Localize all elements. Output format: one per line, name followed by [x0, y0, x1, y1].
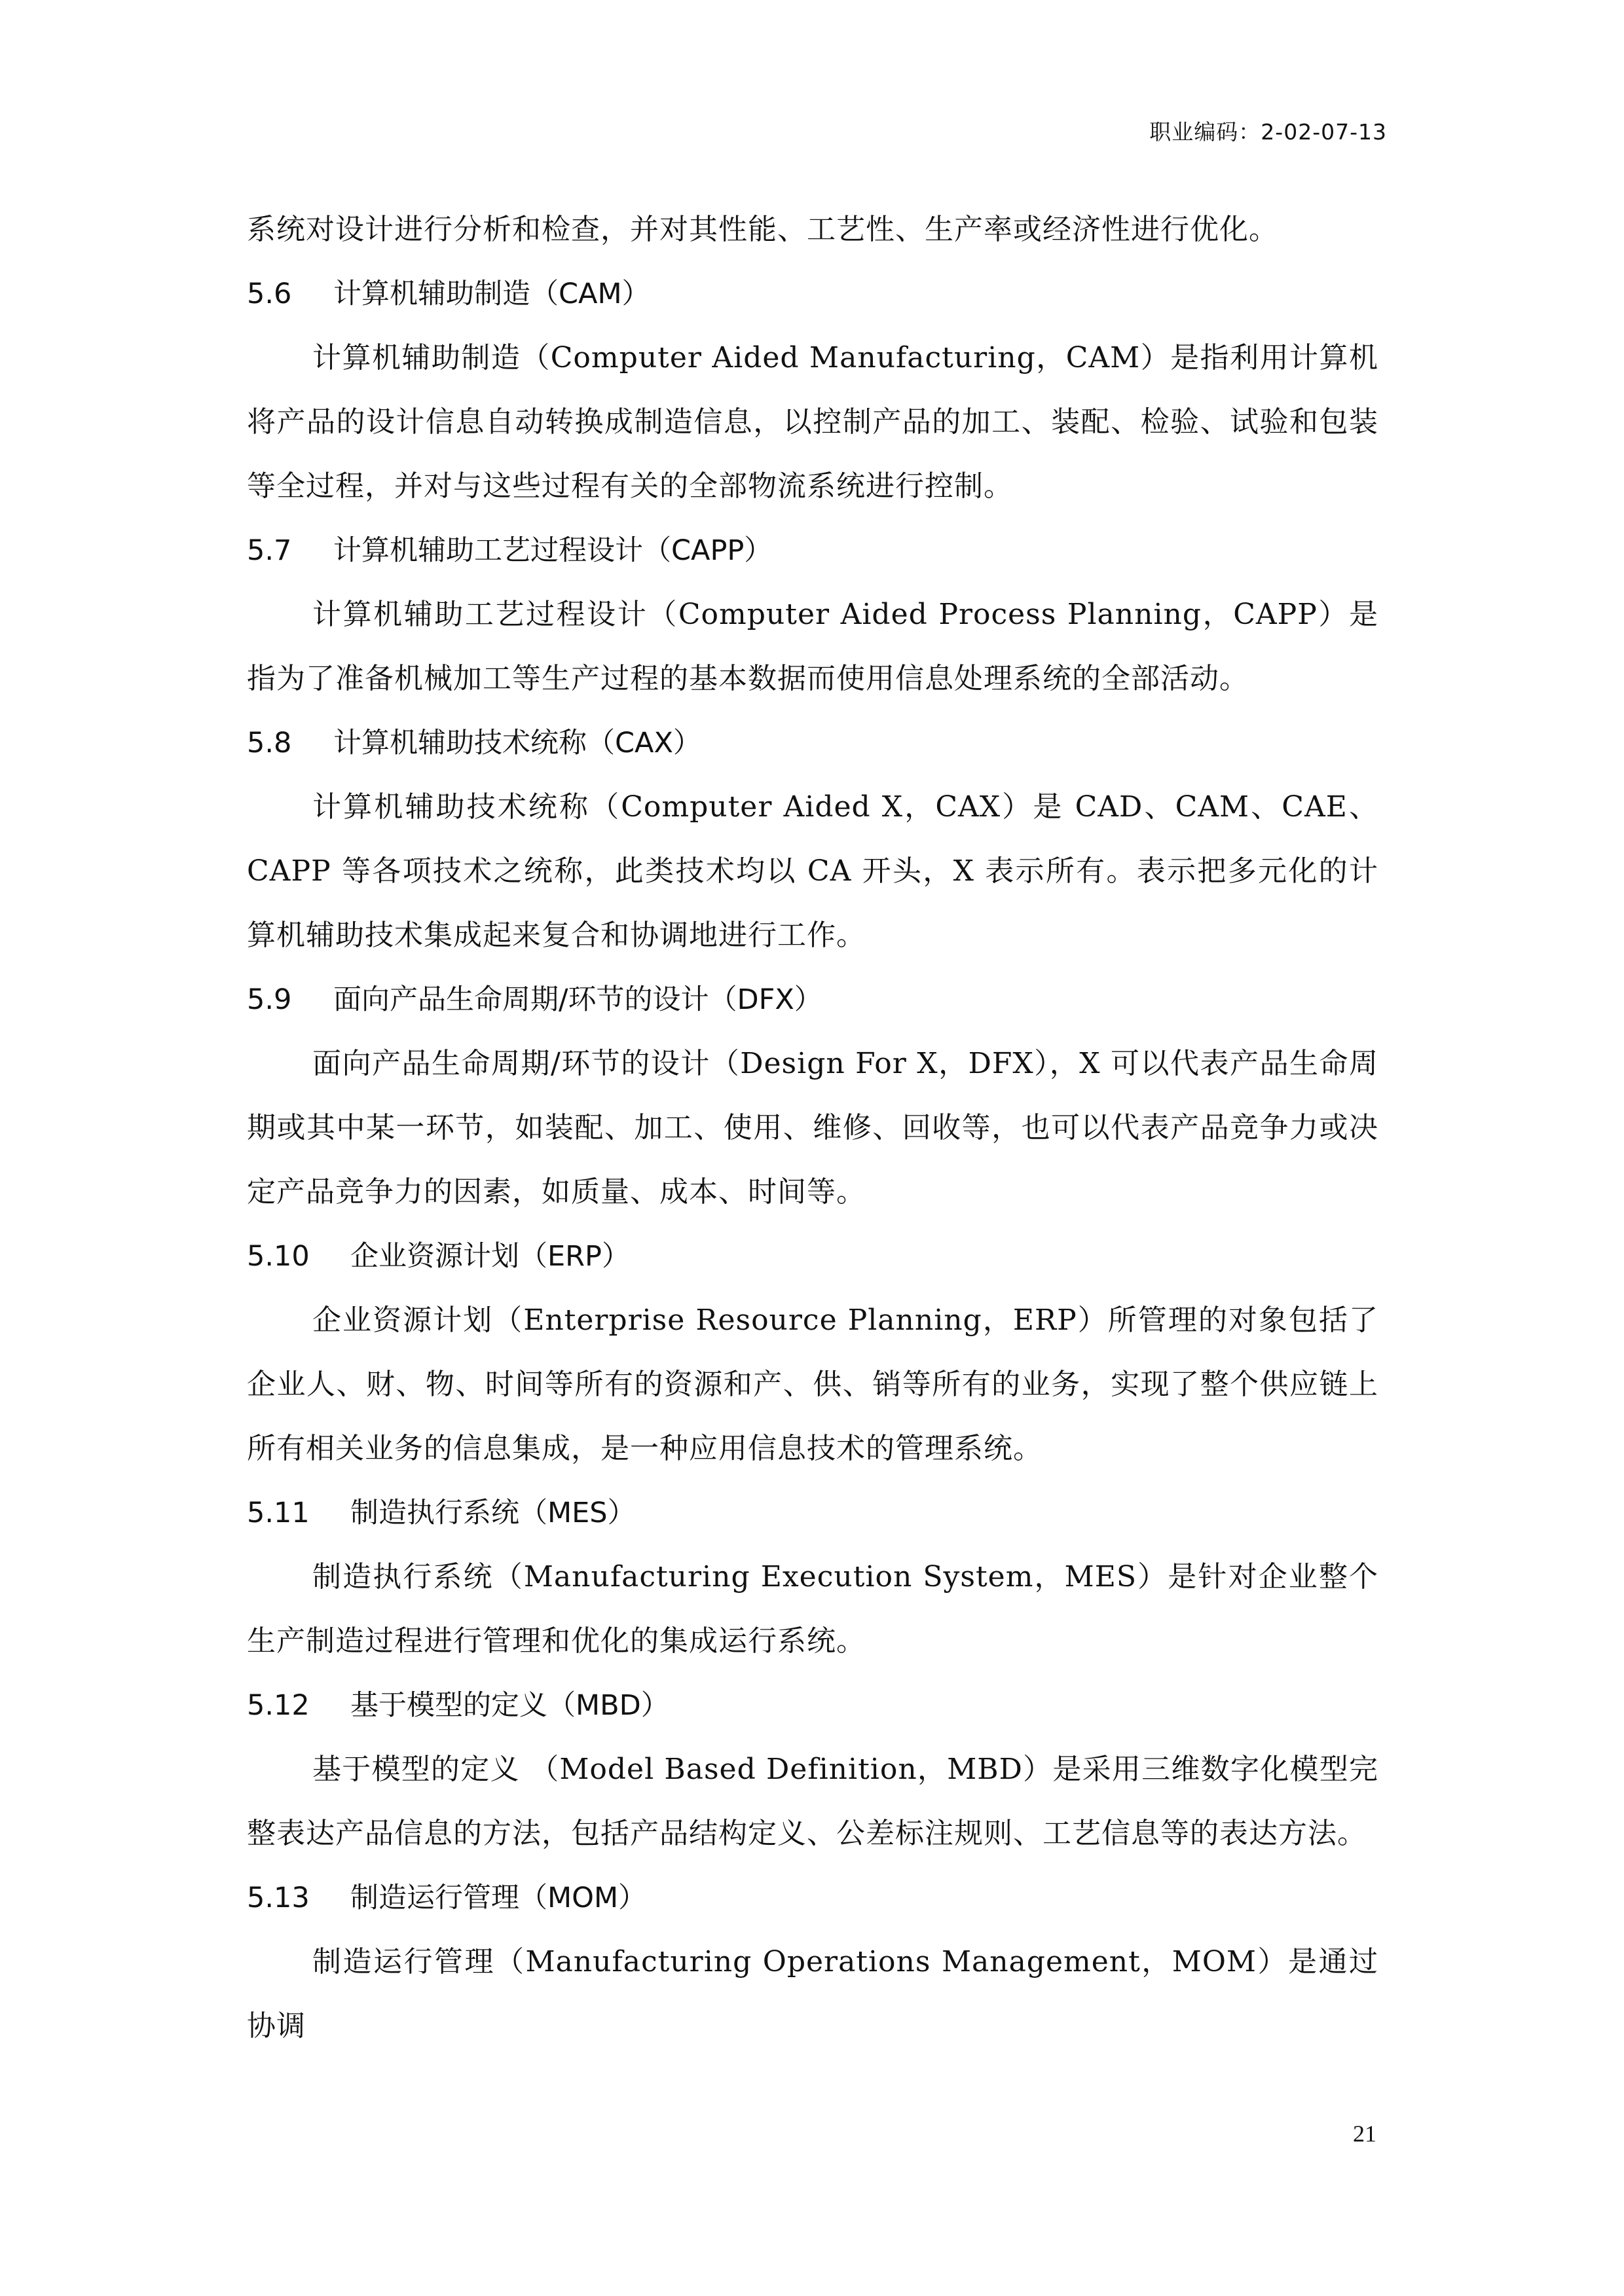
section-heading: [247, 1224, 1378, 1288]
section-5-6: [247, 262, 1378, 519]
section-heading: [247, 519, 1378, 583]
section-body: 计算机辅助制造（Computer Aided Manufacturing，CAM）是指利用计算机将产品的设计信息自动转换成制造信息，以控制产品的加工、装配、检验、试验和包装等全过程，并对与这些过程有关的全部物流系统进行控制。: [247, 341, 1378, 503]
section-body: 计算机辅助工艺过程设计（Computer Aided Process Planning，CAPP）是指为了准备机械加工等生产过程的基本数据而使用信息处理系统的全部活动。: [247, 598, 1378, 695]
section-number: 5.6: [247, 278, 292, 310]
section-heading: [247, 968, 1378, 1032]
section-heading: [247, 1866, 1378, 1930]
section-title: 计算机辅助制造（CAM）: [333, 278, 650, 310]
section-body: 制造执行系统（Manufacturing Execution System，MES）是针对企业整个生产制造过程进行管理和优化的集成运行系统。: [247, 1560, 1378, 1658]
section-body: 计算机辅助技术统称（Computer Aided X，CAX）是 CAD、CAM、CAE、CAPP 等各项技术之统称，此类技术均以 CA 开头，X 表示所有。表示把多元化的计算机辅助技术集成起来复合和协调地进行工作。: [247, 790, 1378, 952]
section-number: 5.13: [247, 1882, 310, 1914]
occupation-code: 职业编码：2-02-07-13: [1149, 119, 1387, 145]
section-body: 制造运行管理（Manufacturing Operations Management，MOM）是通过协调: [247, 1945, 1378, 2043]
section-heading: [247, 1673, 1378, 1738]
section-title: 计算机辅助技术统称（CAX）: [333, 727, 701, 759]
section-heading: [247, 1481, 1378, 1545]
section-body: 基于模型的定义 （Model Based Definition，MBD）是采用三维数字化模型完整表达产品信息的方法，包括产品结构定义、公差标注规则、工艺信息等的表达方法。: [247, 1753, 1378, 1850]
section-5-13: [247, 1866, 1378, 2058]
section-title: 基于模型的定义（MBD）: [350, 1689, 669, 1722]
section-number: 5.8: [247, 727, 292, 759]
section-title: 面向产品生命周期/环节的设计（DFX）: [333, 983, 822, 1016]
section-5-12: [247, 1673, 1378, 1866]
section-body: 企业资源计划（Enterprise Resource Planning，ERP）所管理的对象包括了企业人、财、物、时间等所有的资源和产、供、销等所有的业务，实现了整个供应链上所有相关业务的信息集成，是一种应用信息技术的管理系统。: [247, 1303, 1378, 1465]
section-number: 5.11: [247, 1497, 310, 1529]
section-body: 面向产品生命周期/环节的设计（Design For X，DFX），X 可以代表产品生命周期或其中某一环节，如装配、加工、使用、维修、回收等，也可以代表产品竞争力或决定产品竞争力的因素，如质量、成本、时间等。: [247, 1047, 1378, 1209]
page-content: [247, 198, 1378, 2058]
section-heading: [247, 262, 1378, 326]
page-number: 21: [1353, 2121, 1376, 2147]
section-5-7: [247, 519, 1378, 711]
section-number: 5.10: [247, 1240, 310, 1273]
section-title: 制造运行管理（MOM）: [350, 1882, 647, 1914]
section-title: 企业资源计划（ERP）: [350, 1240, 630, 1273]
section-5-8: [247, 711, 1378, 968]
section-5-10: [247, 1224, 1378, 1481]
section-5-9: [247, 968, 1378, 1224]
section-heading: [247, 711, 1378, 775]
section-5-11: [247, 1481, 1378, 1673]
section-number: 5.9: [247, 983, 292, 1016]
section-number: 5.7: [247, 534, 292, 567]
section-title: 计算机辅助工艺过程设计（CAPP）: [333, 534, 773, 567]
section-number: 5.12: [247, 1689, 310, 1722]
continued-paragraph: 系统对设计进行分析和检查，并对其性能、工艺性、生产率或经济性进行优化。: [247, 213, 1278, 246]
section-title: 制造执行系统（MES）: [350, 1497, 636, 1529]
